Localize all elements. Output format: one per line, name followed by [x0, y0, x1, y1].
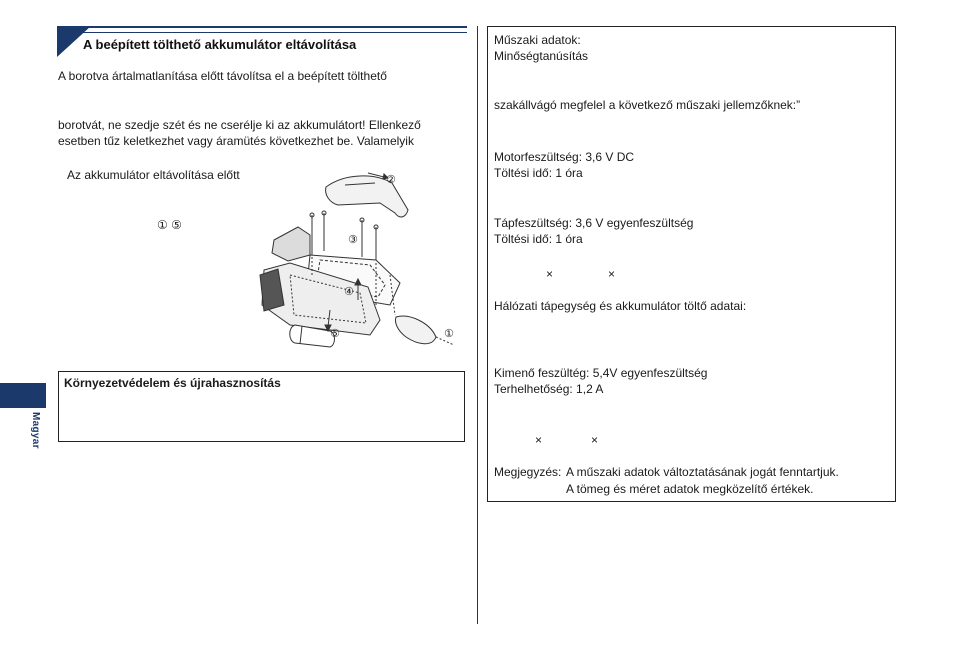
diagram-label-4: ④: [344, 285, 354, 298]
warning-text-line1: borotvát, ne szedje szét és ne cserélje ki az akkumulátort! Ellenkező: [58, 118, 421, 132]
charge-time-2: Töltési idő: 1 óra: [494, 232, 583, 246]
intro-text: A borotva ártalmatlanítása előtt távolítsa el a beépített tölthető: [58, 69, 387, 83]
battery-removal-diagram: [250, 165, 460, 355]
step-range: ① ⑤: [157, 218, 182, 232]
diagram-label-1: ①: [444, 327, 454, 340]
environment-title: Környezetvédelem és újrahasznosítás: [64, 376, 281, 390]
tech-title: Műszaki adatok:: [494, 33, 581, 47]
load-capacity: Terhelhetőség: 1,2 A: [494, 382, 604, 396]
quality-cert: Minőségtanúsítás: [494, 49, 589, 63]
dimension-times-1: ×: [546, 267, 554, 281]
supply-voltage: Tápfeszültség: 3,6 V egyenfeszültség: [494, 216, 694, 230]
language-tab: [0, 383, 46, 408]
note-line-2: A tömeg és méret adatok megközelítő értékek.: [566, 482, 814, 496]
heading-rule-bottom: [57, 32, 467, 33]
diagram-label-5: ⑤: [330, 327, 340, 340]
conformity-text: szakállvágó megfelel a következő műszaki jellemzőknek:”: [494, 98, 801, 112]
dimension-times-3: ×: [535, 433, 543, 447]
diagram-label-2: ②: [386, 173, 396, 186]
language-label: Magyar: [30, 412, 41, 449]
motor-voltage: Motorfeszültség: 3,6 V DC: [494, 150, 635, 164]
note-line-1: A műszaki adatok változtatásának jogát fenntartjuk.: [566, 465, 839, 479]
section-heading: A beépített tölthető akkumulátor eltávolítása: [83, 37, 357, 52]
before-removal-text: Az akkumulátor eltávolítása előtt: [67, 168, 240, 182]
adapter-title: Hálózati tápegység és akkumulátor töltő adatai:: [494, 299, 747, 313]
warning-text-line2: esetben tűz keletkezhet vagy áramütés következhet be. Valamelyik: [58, 134, 414, 148]
diagram-label-3: ③: [348, 233, 358, 246]
note-label: Megjegyzés:: [494, 465, 562, 479]
dimension-times-4: ×: [591, 433, 599, 447]
output-voltage: Kimenő feszültég: 5,4V egyenfeszültség: [494, 366, 708, 380]
dimension-times-2: ×: [608, 267, 616, 281]
heading-rule-top: [57, 26, 467, 28]
charge-time-1: Töltési idő: 1 óra: [494, 166, 583, 180]
column-divider: [477, 26, 478, 624]
